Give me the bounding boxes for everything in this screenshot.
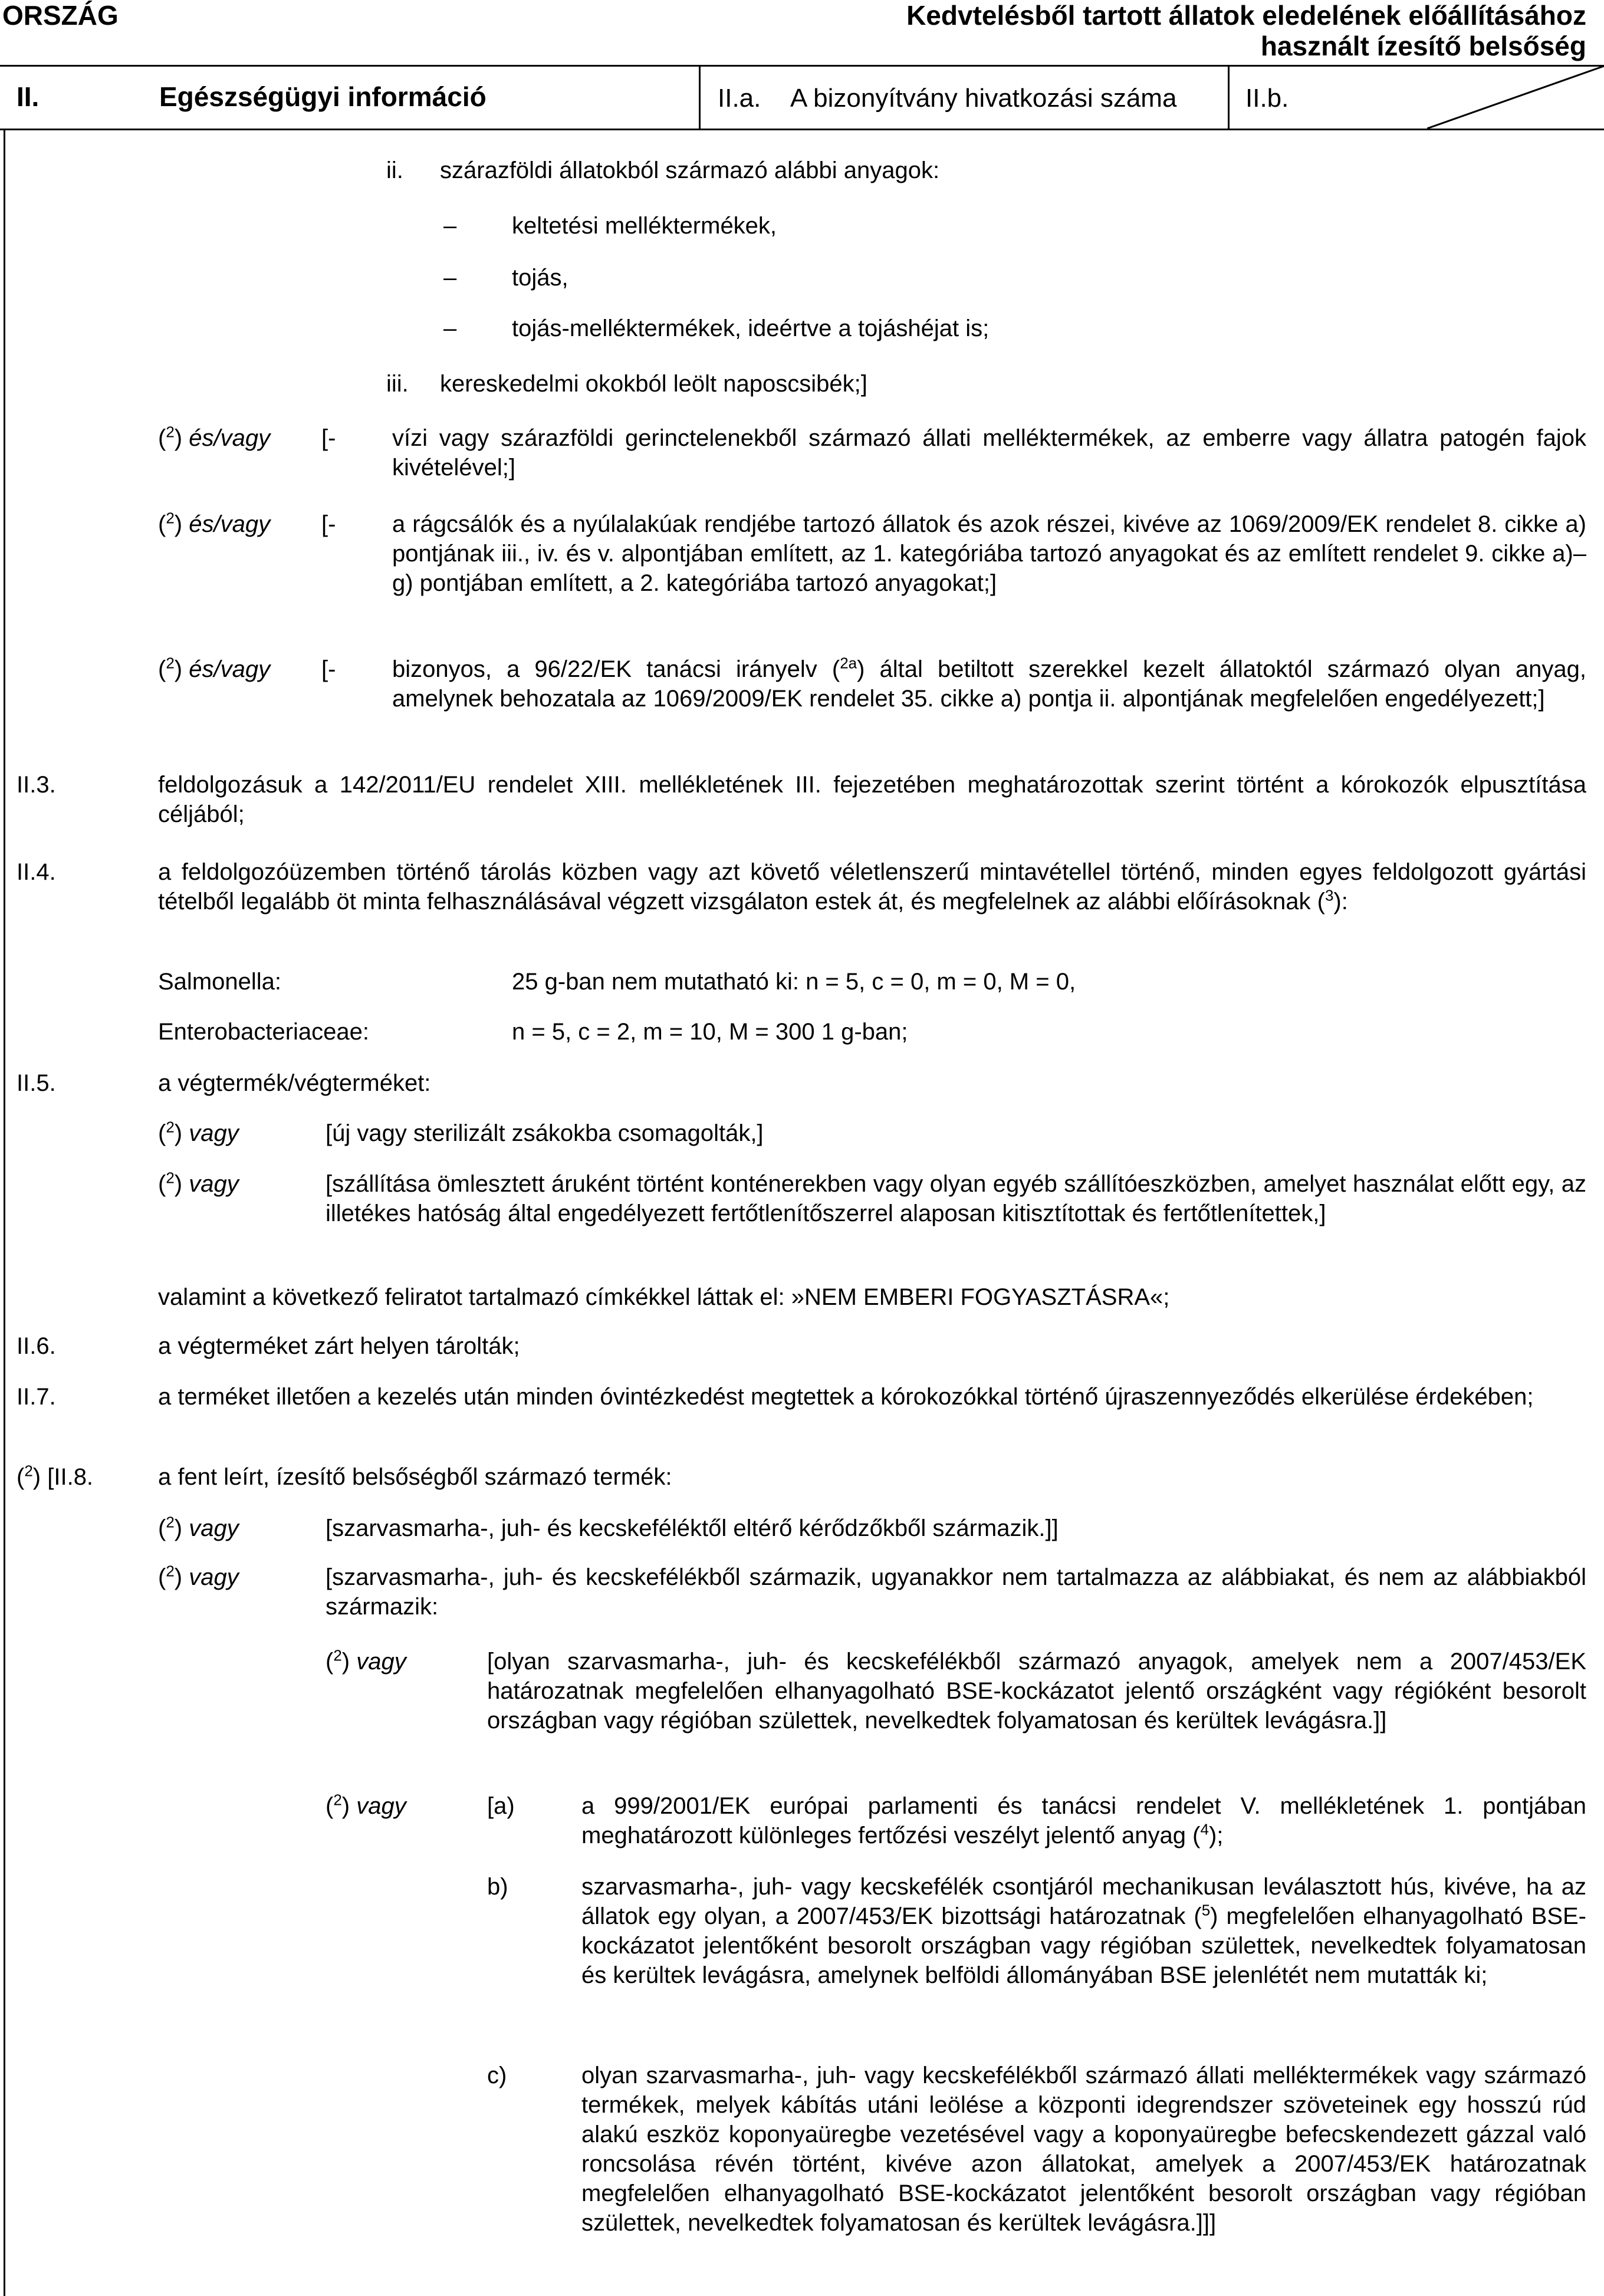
dash-item: tojás-melléktermékek, ideértve a tojáshéjat is; (512, 315, 990, 341)
item-iii-text: kereskedelmi okokból leölt naposcsibék;] (440, 371, 867, 397)
item-iii-number: iii. (386, 371, 409, 397)
dash-marker: – (443, 265, 457, 291)
footnote-ref: ($^2$) vagy (326, 1791, 406, 1819)
option-bracket: [- (321, 511, 336, 537)
country-label: ORSZÁG (2, 0, 119, 31)
footnote-ref: ($^2$) vagy (326, 1646, 406, 1675)
list-label: [a) (487, 1793, 515, 1819)
criterion-label: Salmonella: (158, 969, 282, 995)
dash-item: keltetési melléktermékek, (512, 213, 777, 239)
criterion-value: n = 5, c = 2, m = 10, M = 300 1 g-ban; (512, 1019, 908, 1045)
footnote-ref: ($^2$) vagy (158, 1169, 239, 1197)
footnote-ref: ($^2$) és/vagy (158, 654, 271, 682)
ref-number: II.a. (718, 84, 761, 113)
part-title: Egészségügyi információ (159, 81, 487, 112)
list-item: a 999/2001/EK európai parlamenti és tanácsi rendelet V. mellékletének 1. pontjában meghatározott különleges fertőzési veszélyt jelentő anyag ($^4$); (581, 1793, 1586, 1848)
header-bottom-rule (0, 129, 1604, 130)
ref-label: A bizonyítvány hivatkozási száma (790, 84, 1177, 113)
criterion-value: 25 g-ban nem mutatható ki: n = 5, c = 0, m = 0, M = 0, (512, 969, 1076, 995)
header-diagonal-rule (1427, 65, 1604, 130)
section-number: II.7. (17, 1384, 56, 1410)
option-paragraph: [olyan szarvasmarha-, juh- és kecskefélékből származó anyagok, amelyek nem a 2007/453/EK határozatnak megfelelően elhanyagolható BSE-kockázatot jelentő országként vagy régióként besorolt országban vagy régióban születtek, nevelkedtek folyamatosan és kerültek levágásra.]] (487, 1649, 1586, 1733)
option-bracket: [- (321, 656, 336, 682)
certificate-title-line2: használt ízesítő belsőség (1260, 31, 1586, 61)
footnote-ref: ($^2$) vagy (158, 1562, 239, 1590)
section-text: a végterméket zárt helyen tárolták; (158, 1333, 520, 1359)
dash-marker: – (443, 315, 457, 341)
option-paragraph: vízi vagy szárazföldi gerinctelenekből származó állati melléktermékek, az emberre vagy állatra patogén fajok kivételével;] (392, 425, 1586, 481)
footnote-ref: ($^2$) és/vagy (158, 509, 271, 537)
section-text: feldolgozásuk a 142/2011/EU rendelet XIII. mellékletének III. fejezetében meghatározottak szerint történt a kórokozók elpusztítása céljából; (158, 772, 1586, 827)
footnote-ref: ($^2$) vagy (158, 1513, 239, 1541)
option-paragraph: [szarvasmarha-, juh- és kecskeféléktől eltérő kérődzőkből származik.]] (326, 1515, 1059, 1541)
dash-item: tojás, (512, 265, 568, 291)
section-text: valamint a következő feliratot tartalmazó címkékkel láttak el: »NEM EMBERI FOGYASZTÁSRA«; (158, 1284, 1170, 1310)
section-text: a fent leírt, ízesítő belsőségből származó termék: (158, 1464, 672, 1490)
option-paragraph: a rágcsálók és a nyúlalakúak rendjébe tartozó állatok és azok részei, kivéve az 1069/2009/EK rendelet 8. cikke a) pontjának iii., iv. és v. alpontjában említett, az 1. kategóriába tartozó anyagokat és az említett rendelet 9. cikke a)–g) pontjában említett, a 2. kategóriába tartozó anyagokat;] (392, 511, 1586, 596)
header-divider-2 (1228, 65, 1230, 129)
footnote-ref: ($^2$) vagy (158, 1118, 239, 1146)
ref2-number: II.b. (1245, 84, 1289, 113)
list-item: olyan szarvasmarha-, juh- vagy kecskefélékből származó állati melléktermékek vagy származó termékek, melyek kábítás utáni leölése a központi idegrendszer szöveteinek egy hosszú rúd alakú eszköz koponyaüregbe vezetésével vagy a koponyaüregbe befecskendezett gázzal való roncsolása révén történt, kivéve azon állatokat, amelyek a 2007/453/EK határozatnak megfelelően elhanyagolható BSE-kockázatot jelentőként besorolt országban vagy régióban születtek, nevelkedtek folyamatosan és kerültek levágásra.]]] (581, 2063, 1586, 2236)
option-paragraph: [új vagy sterilizált zsákokba csomagolták,] (326, 1120, 764, 1146)
section-number: II.6. (17, 1333, 56, 1359)
option-paragraph: [szállítása ömlesztett áruként történt konténerekben vagy olyan egyéb szállítóeszközben, amelyet használat előtt egy, az illetékes hatóság által engedélyezett fertőtlenítőszerrel alaposan kitisztítottak és fertőtlenítettek,] (326, 1171, 1586, 1226)
item-ii-number: ii. (386, 157, 403, 183)
section-text: a terméket illetően a kezelés után minden óvintézkedést megtettek a kórokozókkal történő újraszennyeződés elkerülése érdekében; (158, 1384, 1534, 1410)
section-text: a végtermék/végterméket: (158, 1070, 431, 1096)
header-top-rule (0, 65, 1604, 67)
dash-marker: – (443, 213, 457, 239)
section-number: II.4. (17, 859, 56, 885)
list-label: b) (487, 1874, 508, 1900)
option-paragraph: [szarvasmarha-, juh- és kecskefélékből származik, ugyanakkor nem tartalmazza az alábbiakat, és nem az alábbiakból származik: (326, 1564, 1586, 1620)
header-divider-1 (699, 65, 701, 129)
option-bracket: [- (321, 425, 336, 451)
criterion-label: Enterobacteriaceae: (158, 1019, 370, 1045)
section-text: a feldolgozóüzemben történő tárolás közben vagy azt követő véletlenszerű mintavétellel történő, minden egyes feldolgozott gyártási tételből legalább öt minta felhasználásával végzett vizsgálaton estek át, és megfelelnek az alábbi előírásoknak ($^3$): (158, 859, 1586, 915)
left-border (4, 129, 5, 2296)
section-number: ($^2$) [II.8. (17, 1462, 94, 1490)
section-number: II.5. (17, 1070, 56, 1096)
footnote-ref: ($^2$) és/vagy (158, 423, 271, 451)
list-label: c) (487, 2063, 507, 2088)
part-number: II. (17, 81, 40, 112)
option-paragraph: bizonyos, a 96/22/EK tanácsi irányelv ($^{2a}$) által betiltott szerekkel kezelt állatoktól származó olyan anyag, amelynek behozatala az 1069/2009/EK rendelet 35. cikke a) pontja ii. alpontjának megfelelően engedélyezett;] (392, 654, 1586, 712)
certificate-title-line1: Kedvtelésből tartott állatok eledelének előállításához (906, 0, 1586, 31)
list-item: szarvasmarha-, juh- vagy kecskefélék csontjáról mechanikusan leválasztott hús, kivéve, ha az állatok egy olyan, a 2007/453/EK bizottsági határozatnak ($^5$) megfelelően elhanyagolható BSE-kockázatot jelentőként besorolt országban vagy régióban születtek, nevelkedtek folyamatosan és kerültek levágásra, amelynek belföldi állományában BSE jelenlétét nem mutatták ki; (581, 1874, 1587, 1988)
section-number: II.3. (17, 772, 56, 798)
item-ii-text: szárazföldi állatokból származó alábbi anyagok: (440, 157, 940, 183)
